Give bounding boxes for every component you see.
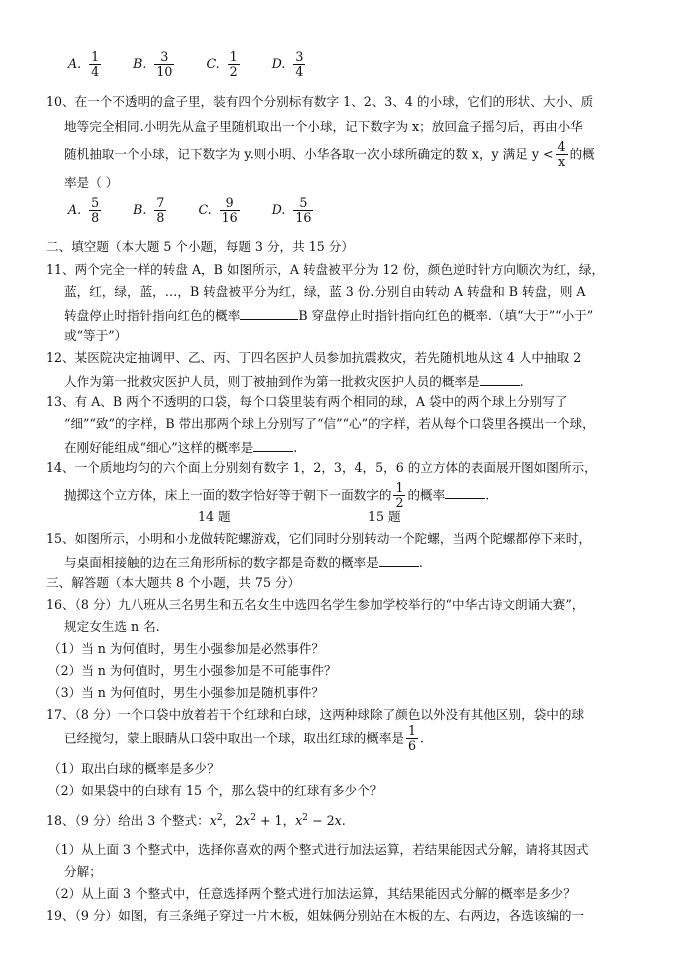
q16-line-1: 16、（8 分）九八班从三名男生和五名女生中选四名学生参加学校举行的“中华古诗文朗诵大赛”， [46, 597, 585, 612]
q11-answer-blank[interactable] [240, 307, 298, 320]
q13-line-1: 13、有 A、B 两个不透明的口袋，每个口袋里装有两个相同的球，A 袋中的两个球上分别写了 [46, 394, 568, 409]
q14-answer-blank[interactable] [445, 486, 485, 499]
q11-line-1: 11、两个完全一样的转盘 A，B 如图所示，A 转盘被平分为 12 份，颜色逆时针方向顺次为红，绿， [46, 262, 605, 277]
q12-answer-blank[interactable] [480, 373, 520, 386]
q12-line-2: 人作为第一批救灾医护人员，则丁被抽到作为第一批救灾医护人员的概率是 . [64, 374, 524, 389]
q10-option-a: A. $\frac{5}{8}$ [68, 195, 100, 226]
section-2-heading: 二、填空题（本大题 5 个小题，每题 3 分，共 15 分） [46, 239, 354, 254]
q10-options [68, 196, 341, 226]
q16-sub-3: （3）当 n 为何值时，男生小强参加是随机事件？ [48, 685, 325, 700]
q17-sub-1: （1）取出白球的概率是多少？ [48, 761, 220, 776]
q13-line-3: 在刚好能组成“细心”这样的概率是 . [64, 440, 298, 455]
section-3-heading: 三、解答题（本大题共 8 个小题，共 75 分） [46, 575, 301, 590]
q18-line-1: 18、（9 分）给出 3 个整式：$x^2$，$2x^2 + 1$，$x^2 - 2x$. [46, 813, 346, 829]
q17-line-2: 已经搅匀，蒙上眼睛从口袋中取出一个球，取出红球的概率是 $\frac{1}{6}$ . [64, 723, 425, 754]
q11-line-4: 或“等于”） [64, 328, 128, 343]
q11-line-3: 转盘停止时指针指向红色的概率 B 穿盘停止时指针指向红色的概率.（填“大于”“小于” [64, 308, 594, 323]
q15-line-1: 15、如图所示，小明和小龙做转陀螺游戏，它们同时分别转动一个陀螺，当两个陀螺都停下来时， [46, 531, 591, 546]
q16-line-2: 规定女生选 n 名. [64, 619, 160, 634]
q10-line-2: 地等完全相同.小明先从盒子里随机取出一个小球，记下数字为 x；放回盒子摇匀后，再由小华 [64, 119, 583, 134]
q19-line-1: 19、（9 分）如图，有三条绳子穿过一片木板，姐妹俩分别站在木板的左、右两边，各选该编的一 [46, 908, 585, 923]
q16-sub-2: （2）当 n 为何值时，男生小强参加是不可能事件？ [48, 663, 337, 678]
q9-option-a: A. $\frac{1}{4}$ [68, 49, 100, 80]
q9-option-d: D. $\frac{3}{4}$ [271, 49, 304, 80]
q13-answer-blank[interactable] [253, 439, 293, 452]
q14-line-2: 抛掷这个立方体，床上一面的数字恰好等于朝下一面数字的 $\frac{1}{2}$ 的概率 . [64, 480, 490, 511]
q10-option-c: C. $\frac{9}{16}$ [198, 195, 238, 226]
q10-line-4: 率是（ ） [64, 175, 119, 190]
q14-line-1: 14、一个质地均匀的六个面上分别刻有数字 1，2，3，4，5，6 的立方体的表面展开图如图所示， [46, 460, 597, 475]
q11-line-2: 蓝，红，绿，蓝，…，B 转盘被平分为红，绿，蓝 3 份.分别自由转动 A 转盘和 B 转盘，则 A [64, 284, 586, 299]
q15-line-2: 与桌面相接触的边在三角形所标的数字都是奇数的概率是 . [64, 555, 423, 570]
q10-option-d: D. $\frac{5}{16}$ [271, 195, 312, 226]
q18-sub-1b: 分解； [64, 864, 102, 879]
q15-answer-blank[interactable] [379, 554, 419, 567]
q17-sub-2: （2）如果袋中的白球有 15 个，那么袋中的红球有多少个？ [48, 783, 383, 798]
q10-line-1: 10、在一个不透明的盒子里，装有四个分别标有数字 1、2、3、4 的小球，它们的形状、大小、质 [46, 94, 594, 109]
q13-line-2: “细”“致”的字样，B 带出那两个球上分别写了“信”“心”的字样，若从每个口袋里各摸出一个球， [64, 416, 595, 431]
q10-line-3: 随机抽取一个小球，记下数字为 y.则小明、小华各取一次小球所确定的数 x，y 满足 y < $\frac{4}{x}$ 的概 [64, 139, 595, 170]
q12-line-1: 12、某医院决定抽调甲、乙、丙、丁四名医护人员参加抗震救灾，若先随机地从这 4 人中抽取 2 [46, 350, 582, 365]
q18-expressions: $x^2$，$2x^2 + 1$，$x^2 - 2x$. [209, 813, 346, 829]
q18-sub-1a: （1）从上面 3 个整式中，选择你喜欢的两个整式进行加法运算，若结果能因式分解，请将其因式 [48, 842, 589, 857]
q9-option-c: C. $\frac{1}{2}$ [206, 49, 238, 80]
q10-option-b: B. $\frac{7}{8}$ [133, 195, 165, 226]
figure-label-14: 14 题 [198, 509, 231, 524]
q18-sub-2: （2）从上面 3 个整式中，任意选择两个整式进行加法运算，其结果能因式分解的概率是多少？ [48, 886, 576, 901]
q9-options [68, 50, 333, 80]
q17-line-1: 17、（8 分）一个口袋中放着若干个红球和白球，这两种球除了颜色以外没有其他区别，袋中的球 [46, 707, 585, 722]
q9-option-b: B. $\frac{3}{10}$ [133, 49, 173, 80]
figure-label-15: 15 题 [368, 509, 401, 524]
q16-sub-1: （1）当 n 为何值时，男生小强参加是必然事件？ [48, 641, 325, 656]
